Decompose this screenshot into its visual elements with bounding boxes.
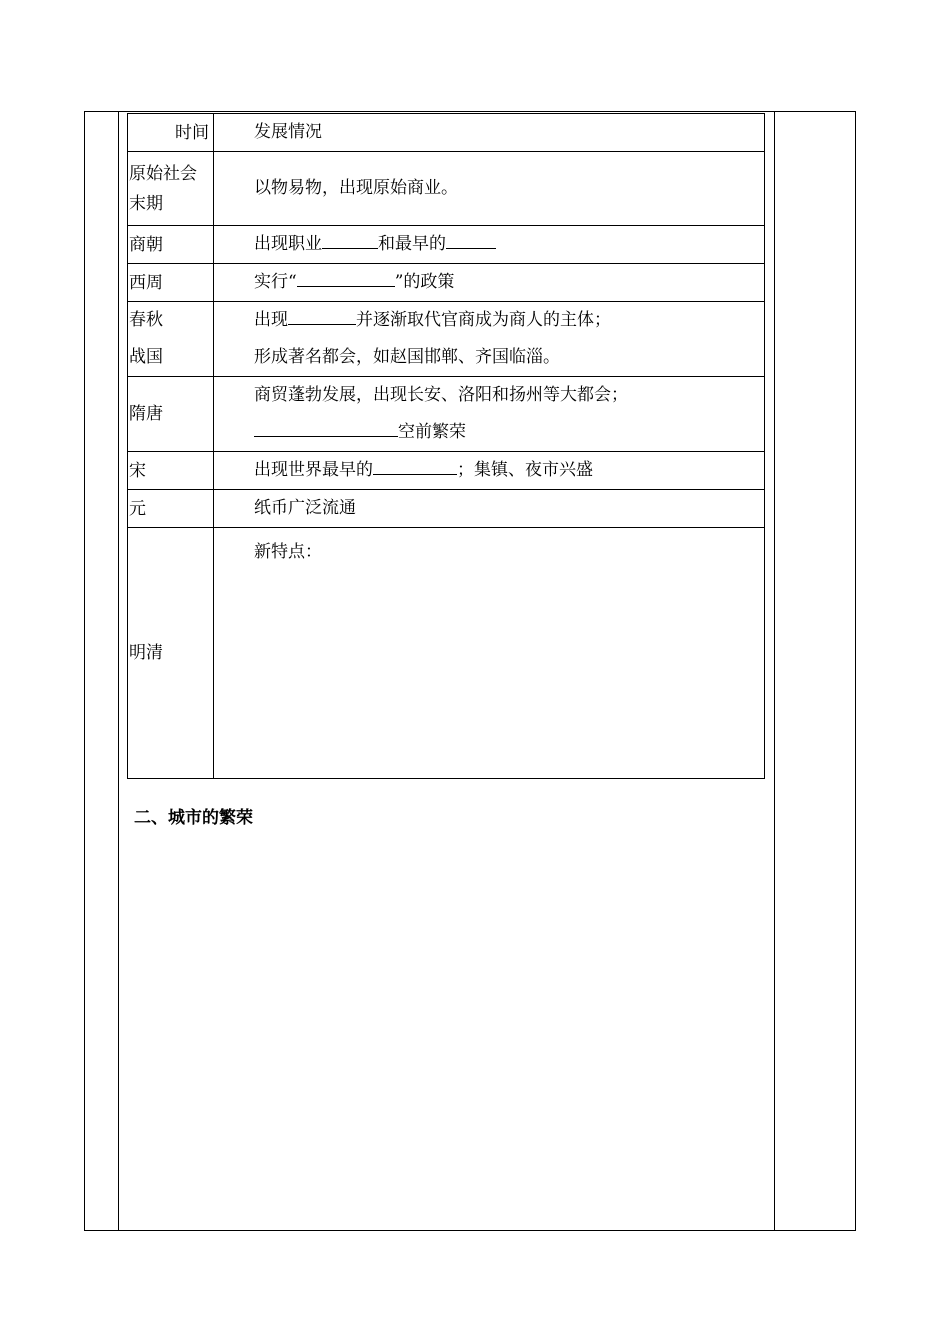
development-line: 商贸蓬勃发展，出现长安、洛阳和扬州等大都会； — [254, 385, 628, 405]
development-cell — [214, 226, 765, 264]
fill-blank[interactable] — [297, 270, 395, 287]
text-segment: 并逐渐取代官商成为商人的主体； — [356, 310, 611, 330]
table-row — [128, 528, 765, 779]
period-cell: 商朝 — [128, 226, 214, 264]
margin-line — [118, 111, 119, 1231]
table-row — [128, 490, 765, 528]
development-cell — [214, 264, 765, 302]
fill-blank[interactable] — [446, 232, 496, 249]
table-row — [128, 152, 765, 226]
development-cell — [214, 377, 765, 452]
period-cell: 隋唐 — [128, 377, 214, 452]
period-cell: 西周 — [128, 264, 214, 302]
period-line: 春秋 — [129, 310, 163, 330]
section-title: 二、城市的繁荣 — [134, 808, 253, 828]
header-development: 发展情况 — [214, 114, 765, 152]
table-row — [128, 302, 765, 377]
fill-blank[interactable] — [373, 458, 457, 475]
development-cell — [214, 452, 765, 490]
header-time: 时间 — [128, 114, 214, 152]
fill-blank[interactable] — [322, 232, 378, 249]
period-cell — [128, 302, 214, 377]
fill-blank[interactable] — [288, 308, 356, 325]
table-header-row — [128, 114, 765, 152]
period-line: 战国 — [129, 347, 163, 367]
text-segment: ；集镇、夜市兴盛 — [457, 460, 593, 480]
period-cell: 元 — [128, 490, 214, 528]
period-line: 原始社会 — [129, 163, 197, 184]
development-cell — [214, 302, 765, 377]
text-segment: 和最早的 — [378, 234, 446, 254]
development-cell: 以物易物，出现原始商业。 — [214, 152, 765, 226]
development-cell: 纸币广泛流通 — [214, 490, 765, 528]
text-segment: 出现职业 — [254, 234, 322, 254]
fill-blank[interactable] — [254, 420, 398, 437]
text-segment: 出现世界最早的 — [254, 460, 373, 480]
right-column-divider — [774, 111, 775, 1231]
development-line — [254, 302, 764, 339]
period-cell — [128, 152, 214, 226]
table-row — [128, 226, 765, 264]
text-segment: 出现 — [254, 310, 288, 330]
table-row — [128, 377, 765, 452]
text-segment: 实行“ — [254, 272, 297, 292]
period-cell: 宋 — [128, 452, 214, 490]
commerce-table — [127, 113, 765, 779]
period-cell: 明清 — [128, 528, 214, 779]
development-line — [254, 414, 764, 451]
table-row — [128, 452, 765, 490]
text-segment: ”的政策 — [394, 272, 455, 292]
table-row — [128, 264, 765, 302]
development-cell: 新特点： — [214, 528, 765, 779]
development-line: 形成著名都会，如赵国邯郸、齐国临淄。 — [254, 347, 560, 367]
period-line: 末期 — [129, 193, 163, 214]
text-segment: 空前繁荣 — [398, 422, 466, 442]
